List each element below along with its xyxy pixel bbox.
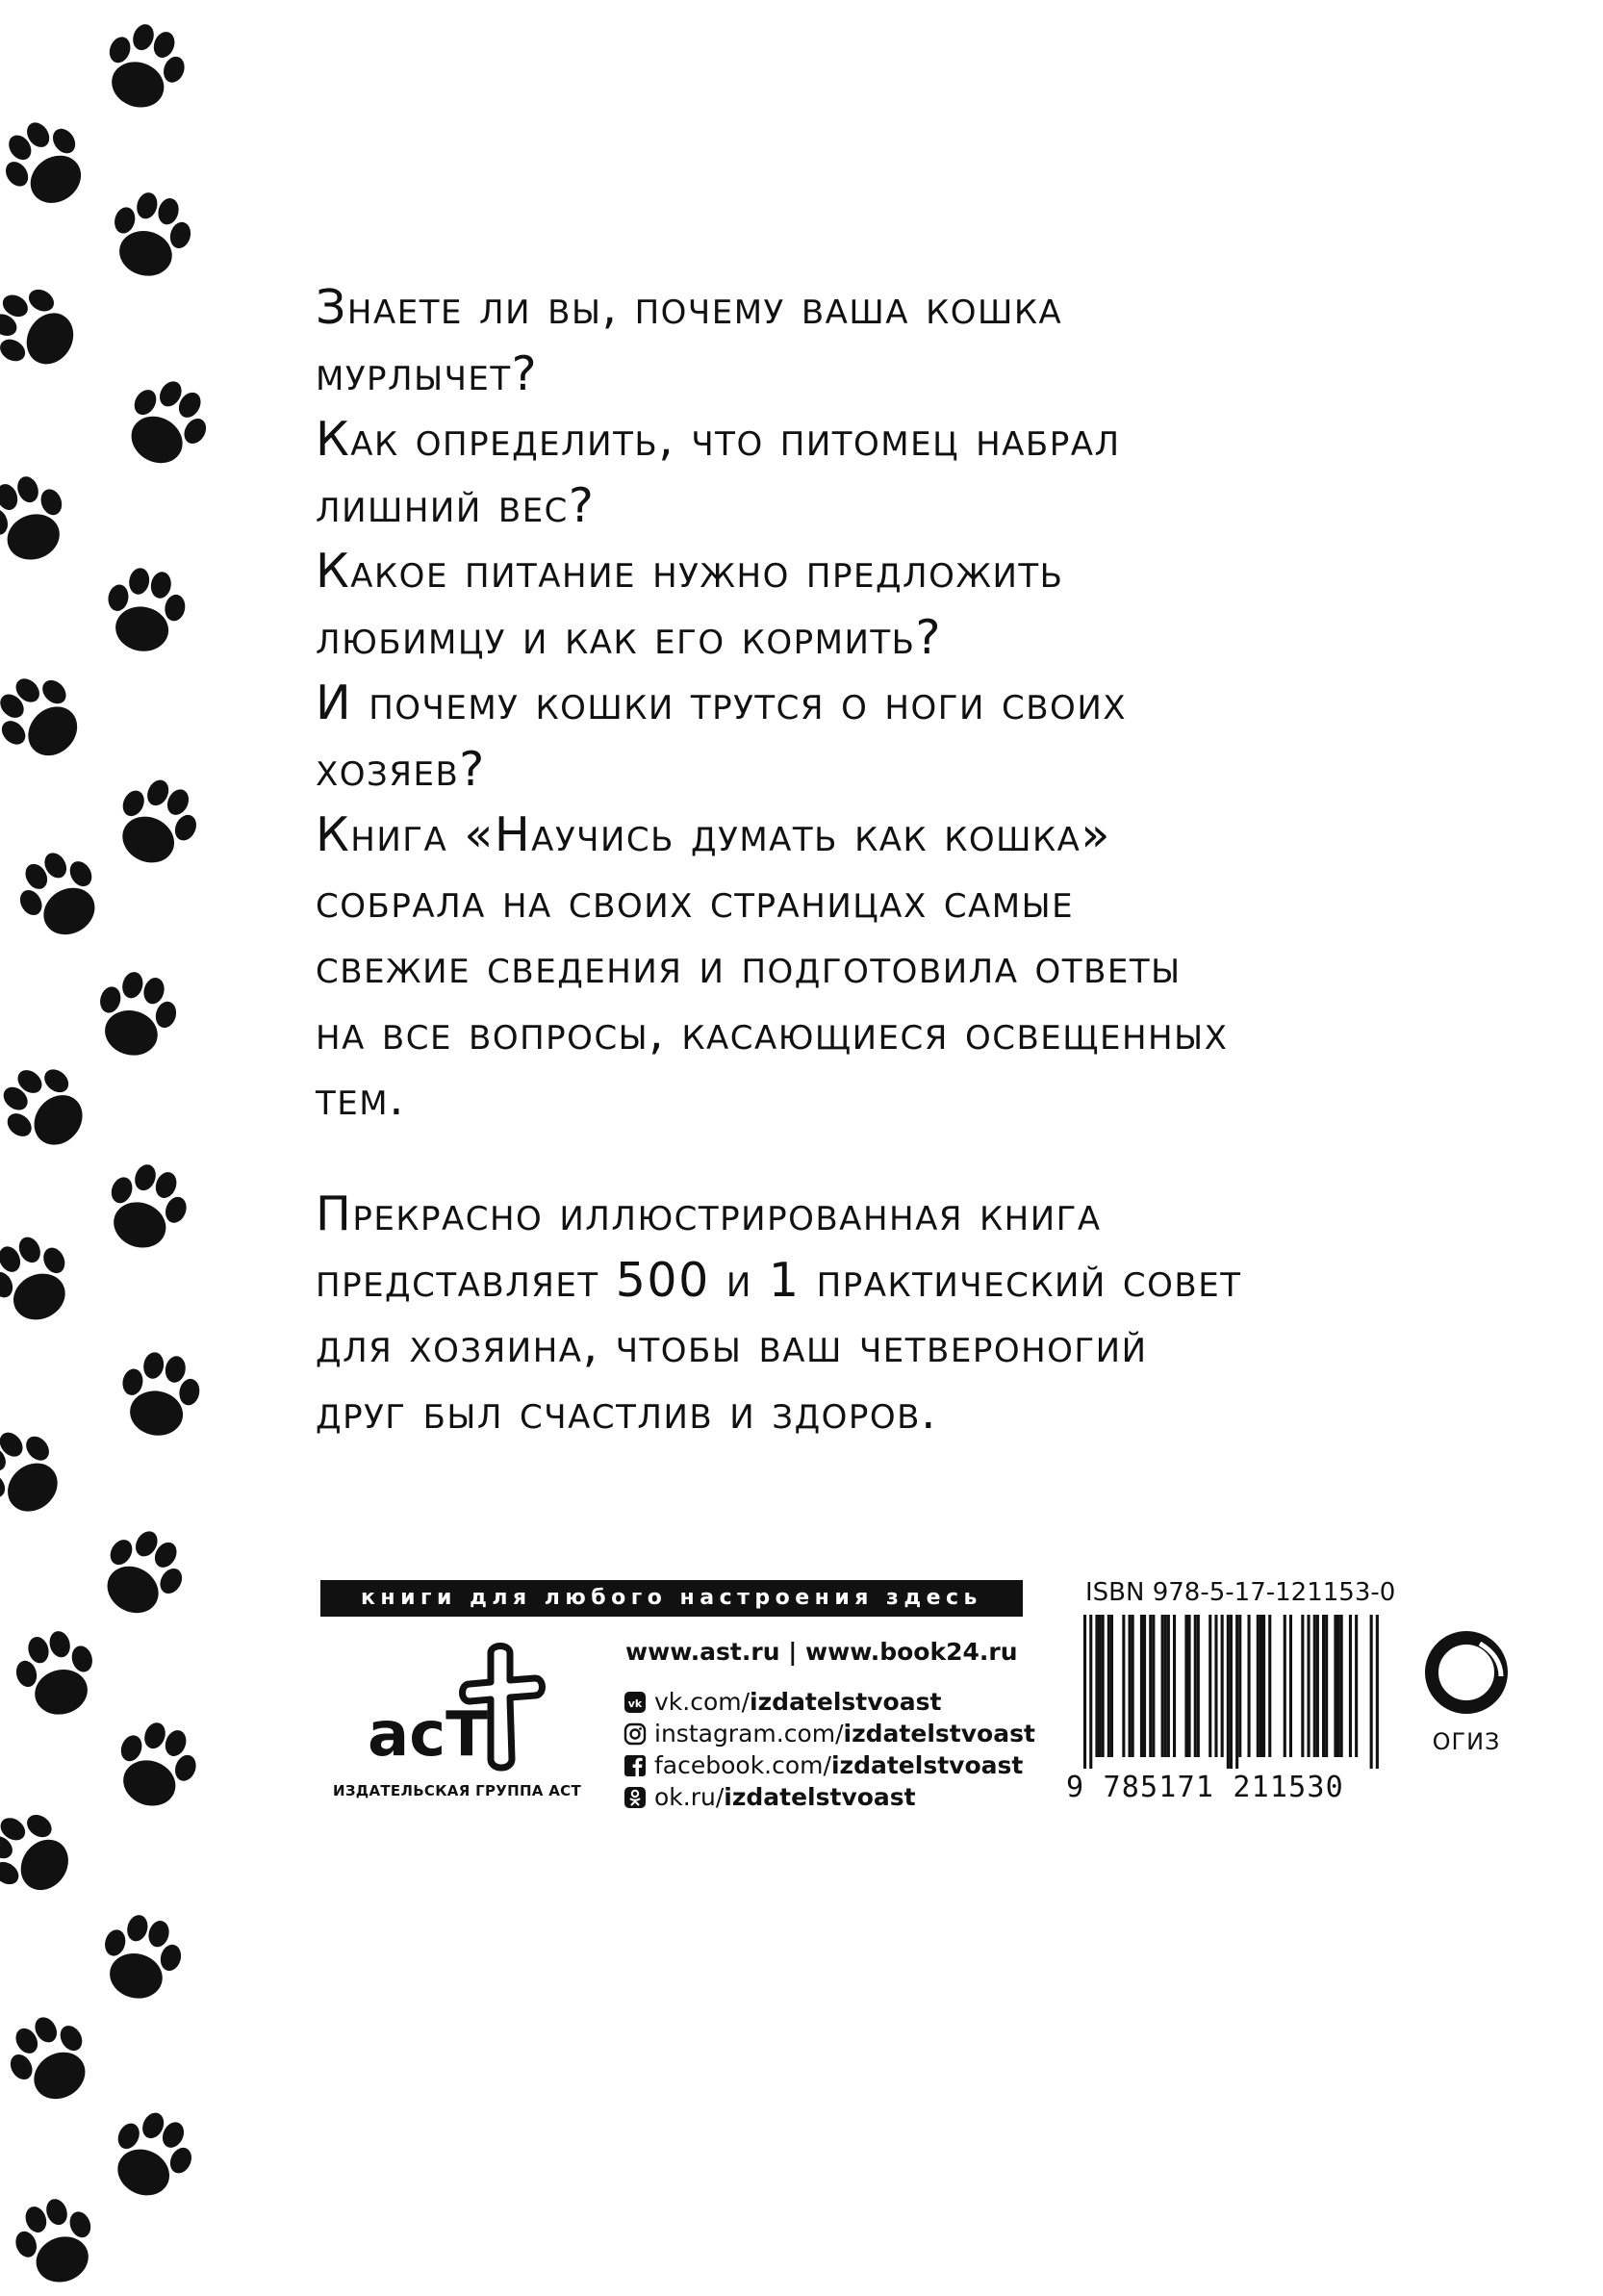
blurb-line: Книга «Научись думать как кошка» <box>316 807 1111 862</box>
publisher-caption: ИЗДАТЕЛЬСКАЯ ГРУППА АСТ <box>332 1782 581 1799</box>
ogiz-label: ОГИЗ <box>1432 1728 1501 1755</box>
paw-print-border <box>0 0 250 2296</box>
paw-print-icon <box>106 1714 207 1818</box>
blurb-line: И почему кошки трутся о ноги своих <box>316 676 1128 730</box>
social-link-vk[interactable]: vk vk.com/ izdatelstvoast <box>623 1686 1035 1718</box>
paw-print-icon <box>0 468 77 572</box>
number-1: 1 <box>768 1252 801 1308</box>
social-link-facebook[interactable]: facebook.com/ izdatelstvoast <box>623 1749 1035 1781</box>
paw-print-icon <box>0 1226 84 1333</box>
social-link-odnoklassniki[interactable]: ok.ru/ izdatelstvoast <box>623 1781 1035 1813</box>
paw-print-icon <box>96 1156 197 1260</box>
paw-print-icon <box>0 1799 85 1909</box>
ast-logo-text: acT <box>368 1699 488 1771</box>
blurb-line: Знаете ли вы, почему ваша кошка <box>316 280 1063 335</box>
blurb-line: мурлычет? <box>316 345 539 401</box>
blurb-line: свежие сведения и подготовила ответы <box>316 939 1182 994</box>
paw-print-icon <box>103 186 199 285</box>
paw-print-icon <box>0 1416 76 1529</box>
odnoklassniki-icon <box>623 1786 647 1809</box>
social-link-instagram[interactable]: instagram.com/ izdatelstvoast <box>623 1718 1035 1749</box>
paw-print-icon <box>99 2102 204 2208</box>
ast-logo <box>346 1636 568 1780</box>
isbn-label: ISBN 978-5-17-121153-0 <box>1085 1578 1396 1607</box>
paw-print-icon <box>89 965 185 1064</box>
instagram-icon <box>623 1722 647 1746</box>
blurb-line: Как определить, что питомец набрал <box>316 412 1121 467</box>
blurb-line: для хозяина, чтобы ваш четвероногий <box>316 1318 1148 1373</box>
paw-print-icon <box>89 1518 196 1628</box>
paw-print-icon <box>0 275 89 383</box>
isbn-barcode <box>1080 1615 1383 1769</box>
paw-print-icon <box>94 15 195 119</box>
paw-print-icon <box>100 563 191 657</box>
paw-print-icon <box>104 769 209 876</box>
blurb-line: друг был счастлив и здоров. <box>316 1384 938 1440</box>
paw-print-icon <box>93 1908 190 2007</box>
social-links <box>623 1686 1035 1813</box>
blurb-line: на все вопросы, касающиеся освещенных <box>316 1005 1229 1060</box>
blurb-line: тем. <box>316 1071 406 1126</box>
paw-print-icon <box>0 661 95 774</box>
blurb-line: представляет 500 и 1 практический совет <box>316 1252 1242 1308</box>
publisher-websites[interactable]: www.ast.ru | www.book24.ru <box>625 1638 1018 1666</box>
facebook-icon <box>623 1754 647 1777</box>
blurb-line: Прекрасно иллюстрированная книга <box>316 1186 1102 1241</box>
publisher-slogan: книги для любого настроения здесь <box>320 1580 1023 1617</box>
paw-print-icon <box>6 2190 107 2294</box>
paw-print-icon <box>0 1052 100 1163</box>
paw-print-icon <box>114 1347 205 1441</box>
number-500: 500 <box>615 1252 710 1308</box>
paw-print-icon <box>9 1624 105 1723</box>
vk-icon <box>623 1691 647 1714</box>
svg-text:vk: vk <box>627 1696 643 1710</box>
blurb-paragraph-1 <box>316 275 1566 1133</box>
ogiz-logo <box>1422 1628 1511 1717</box>
barcode-digits: 9 785171 211530 <box>1066 1771 1344 1804</box>
paw-print-icon <box>113 369 220 478</box>
blurb-line: собрала на своих страницах самые <box>316 873 1075 929</box>
blurb-line: хозяев? <box>316 741 486 797</box>
paw-print-icon <box>0 108 100 219</box>
paw-print-icon <box>6 840 114 950</box>
blurb-line: лишний вес? <box>316 477 596 533</box>
paw-print-icon <box>0 2004 104 2114</box>
blurb-line: Какое питание нужно предложить <box>316 544 1064 599</box>
blurb-line: любимцу и как его кормить? <box>316 609 943 665</box>
blurb-paragraph-2 <box>316 1182 1566 1445</box>
